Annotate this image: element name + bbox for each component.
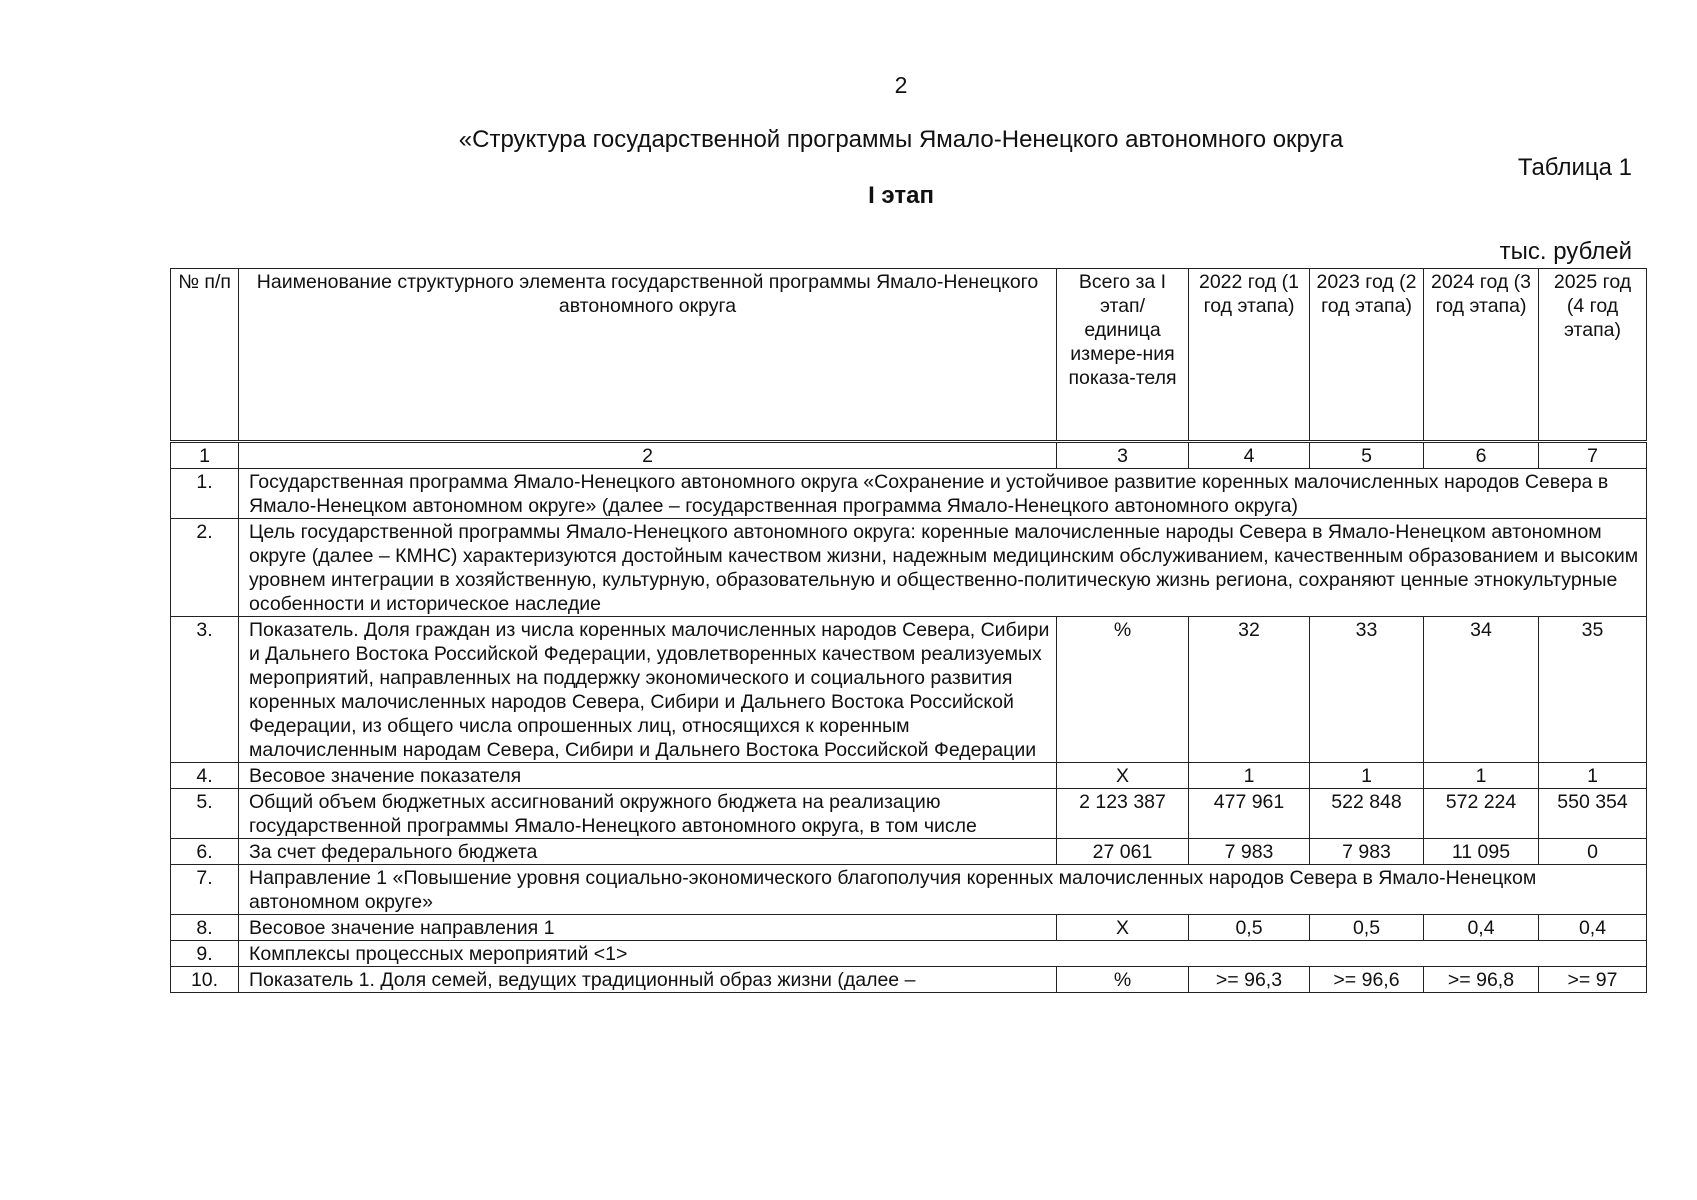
row-number: 10. — [171, 967, 239, 993]
row-value-2024: 11 095 — [1424, 839, 1539, 865]
row-name: Комплексы процессных мероприятий <1> — [239, 941, 1647, 967]
column-header-number: № п/п — [171, 269, 239, 442]
row-value-2022: 1 — [1189, 763, 1310, 789]
row-value-2023: >= 96,6 — [1310, 967, 1424, 993]
row-value-2025: 35 — [1539, 617, 1647, 763]
column-header-2025: 2025 год (4 год этапа) — [1539, 269, 1647, 442]
table-row — [171, 763, 1647, 789]
row-value-2024: 34 — [1424, 617, 1539, 763]
page-number: 2 — [894, 72, 908, 98]
row-value-2024: 0,4 — [1424, 915, 1539, 941]
document-title: «Структура государственной программы Ямало-Ненецкого автономного округа — [458, 126, 1344, 153]
row-value-2025: >= 97 — [1539, 967, 1647, 993]
row-value-2025: 0,4 — [1539, 915, 1647, 941]
row-number: 4. — [171, 763, 239, 789]
column-header-2024: 2024 год (3 год этапа) — [1424, 269, 1539, 442]
table-row — [171, 617, 1647, 763]
units-label: тыс. рублей — [1499, 238, 1632, 265]
row-value-2022: 32 — [1189, 617, 1310, 763]
row-number: 8. — [171, 915, 239, 941]
row-value-2022: >= 96,3 — [1189, 967, 1310, 993]
row-number: 6. — [171, 839, 239, 865]
table-row — [171, 839, 1647, 865]
column-header-total: Всего за I этап/ единица измере-ния показа-теля — [1057, 269, 1189, 442]
row-name: Весовое значение показателя — [239, 763, 1057, 789]
column-header-2022: 2022 год (1 год этапа) — [1189, 269, 1310, 442]
row-value-2025: 1 — [1539, 763, 1647, 789]
table-row — [171, 941, 1647, 967]
row-value-2023: 1 — [1310, 763, 1424, 789]
column-number: 5 — [1310, 442, 1424, 469]
row-value-2023: 522 848 — [1310, 789, 1424, 839]
column-number: 1 — [171, 442, 239, 469]
structure-table — [170, 268, 1647, 993]
table-row — [171, 469, 1647, 519]
row-value-2024: >= 96,8 — [1424, 967, 1539, 993]
table-row — [171, 915, 1647, 941]
header-row — [171, 269, 1647, 442]
row-name: Весовое значение направления 1 — [239, 915, 1057, 941]
row-number: 2. — [171, 519, 239, 617]
column-number: 4 — [1189, 442, 1310, 469]
column-number: 7 — [1539, 442, 1647, 469]
row-value-2024: 572 224 — [1424, 789, 1539, 839]
row-value-2022: 7 983 — [1189, 839, 1310, 865]
row-name: За счет федерального бюджета — [239, 839, 1057, 865]
row-name: Показатель. Доля граждан из числа коренных малочисленных народов Севера, Сибири и Дальнего Востока Российской Федерации, удовлетворенных качеством реализуемых мероприятий, направленных на поддержку экономического и социального развития коренных малочисленных народов Севера, Сибири и Дальнего Востока Российской Федерации, из общего числа опрошенных лиц, относящихся к коренным малочисленным народам Севера, Сибири и Дальнего Востока Российской Федерации — [239, 617, 1057, 763]
row-number: 1. — [171, 469, 239, 519]
table-row — [171, 789, 1647, 839]
table-row — [171, 519, 1647, 617]
row-total: % — [1057, 967, 1189, 993]
row-total: X — [1057, 915, 1189, 941]
row-value-2022: 0,5 — [1189, 915, 1310, 941]
row-value-2025: 550 354 — [1539, 789, 1647, 839]
row-number: 9. — [171, 941, 239, 967]
table-row — [171, 865, 1647, 915]
row-total: 27 061 — [1057, 839, 1189, 865]
row-value-2025: 0 — [1539, 839, 1647, 865]
table-label: Таблица 1 — [1517, 154, 1632, 181]
column-number: 2 — [239, 442, 1057, 469]
row-number: 7. — [171, 865, 239, 915]
row-name: Направление 1 «Повышение уровня социально-экономического благополучия коренных малочисленных народов Севера в Ямало-Ненецком автономном округе» — [239, 865, 1647, 915]
column-header-2023: 2023 год (2 год этапа) — [1310, 269, 1424, 442]
row-name: Показатель 1. Доля семей, ведущих традиционный образ жизни (далее – — [239, 967, 1057, 993]
row-name: Цель государственной программы Ямало-Ненецкого автономного округа: коренные малочисленные народы Севера в Ямало-Ненецком автономном округе (далее – КМНС) характеризуются достойным качеством жизни, надежным медицинским обслуживанием, качественным образованием и высоким уровнем интеграции в хозяйственную, культурную, образовательную и общественно-политическую жизнь региона, сохраняют ценные этнокультурные особенности и историческое наследие — [239, 519, 1647, 617]
table-row — [171, 967, 1647, 993]
column-number: 6 — [1424, 442, 1539, 469]
row-name: Государственная программа Ямало-Ненецкого автономного округа «Сохранение и устойчивое развитие коренных малочисленных народов Севера в Ямало-Ненецком автономном округе» (далее – государственная программа Ямало-Ненецкого автономного округа) — [239, 469, 1647, 519]
column-header-name: Наименование структурного элемента государственной программы Ямало-Ненецкого автономного округа — [239, 269, 1057, 442]
row-total: 2 123 387 — [1057, 789, 1189, 839]
column-number: 3 — [1057, 442, 1189, 469]
stage-title: I этап — [868, 182, 934, 209]
row-number: 5. — [171, 789, 239, 839]
row-number: 3. — [171, 617, 239, 763]
row-value-2023: 0,5 — [1310, 915, 1424, 941]
row-total: X — [1057, 763, 1189, 789]
column-number-row — [171, 442, 1647, 469]
row-value-2024: 1 — [1424, 763, 1539, 789]
row-value-2023: 7 983 — [1310, 839, 1424, 865]
row-total: % — [1057, 617, 1189, 763]
row-name: Общий объем бюджетных ассигнований окружного бюджета на реализацию государственной программы Ямало-Ненецкого автономного округа, в том числе — [239, 789, 1057, 839]
row-value-2023: 33 — [1310, 617, 1424, 763]
row-value-2022: 477 961 — [1189, 789, 1310, 839]
